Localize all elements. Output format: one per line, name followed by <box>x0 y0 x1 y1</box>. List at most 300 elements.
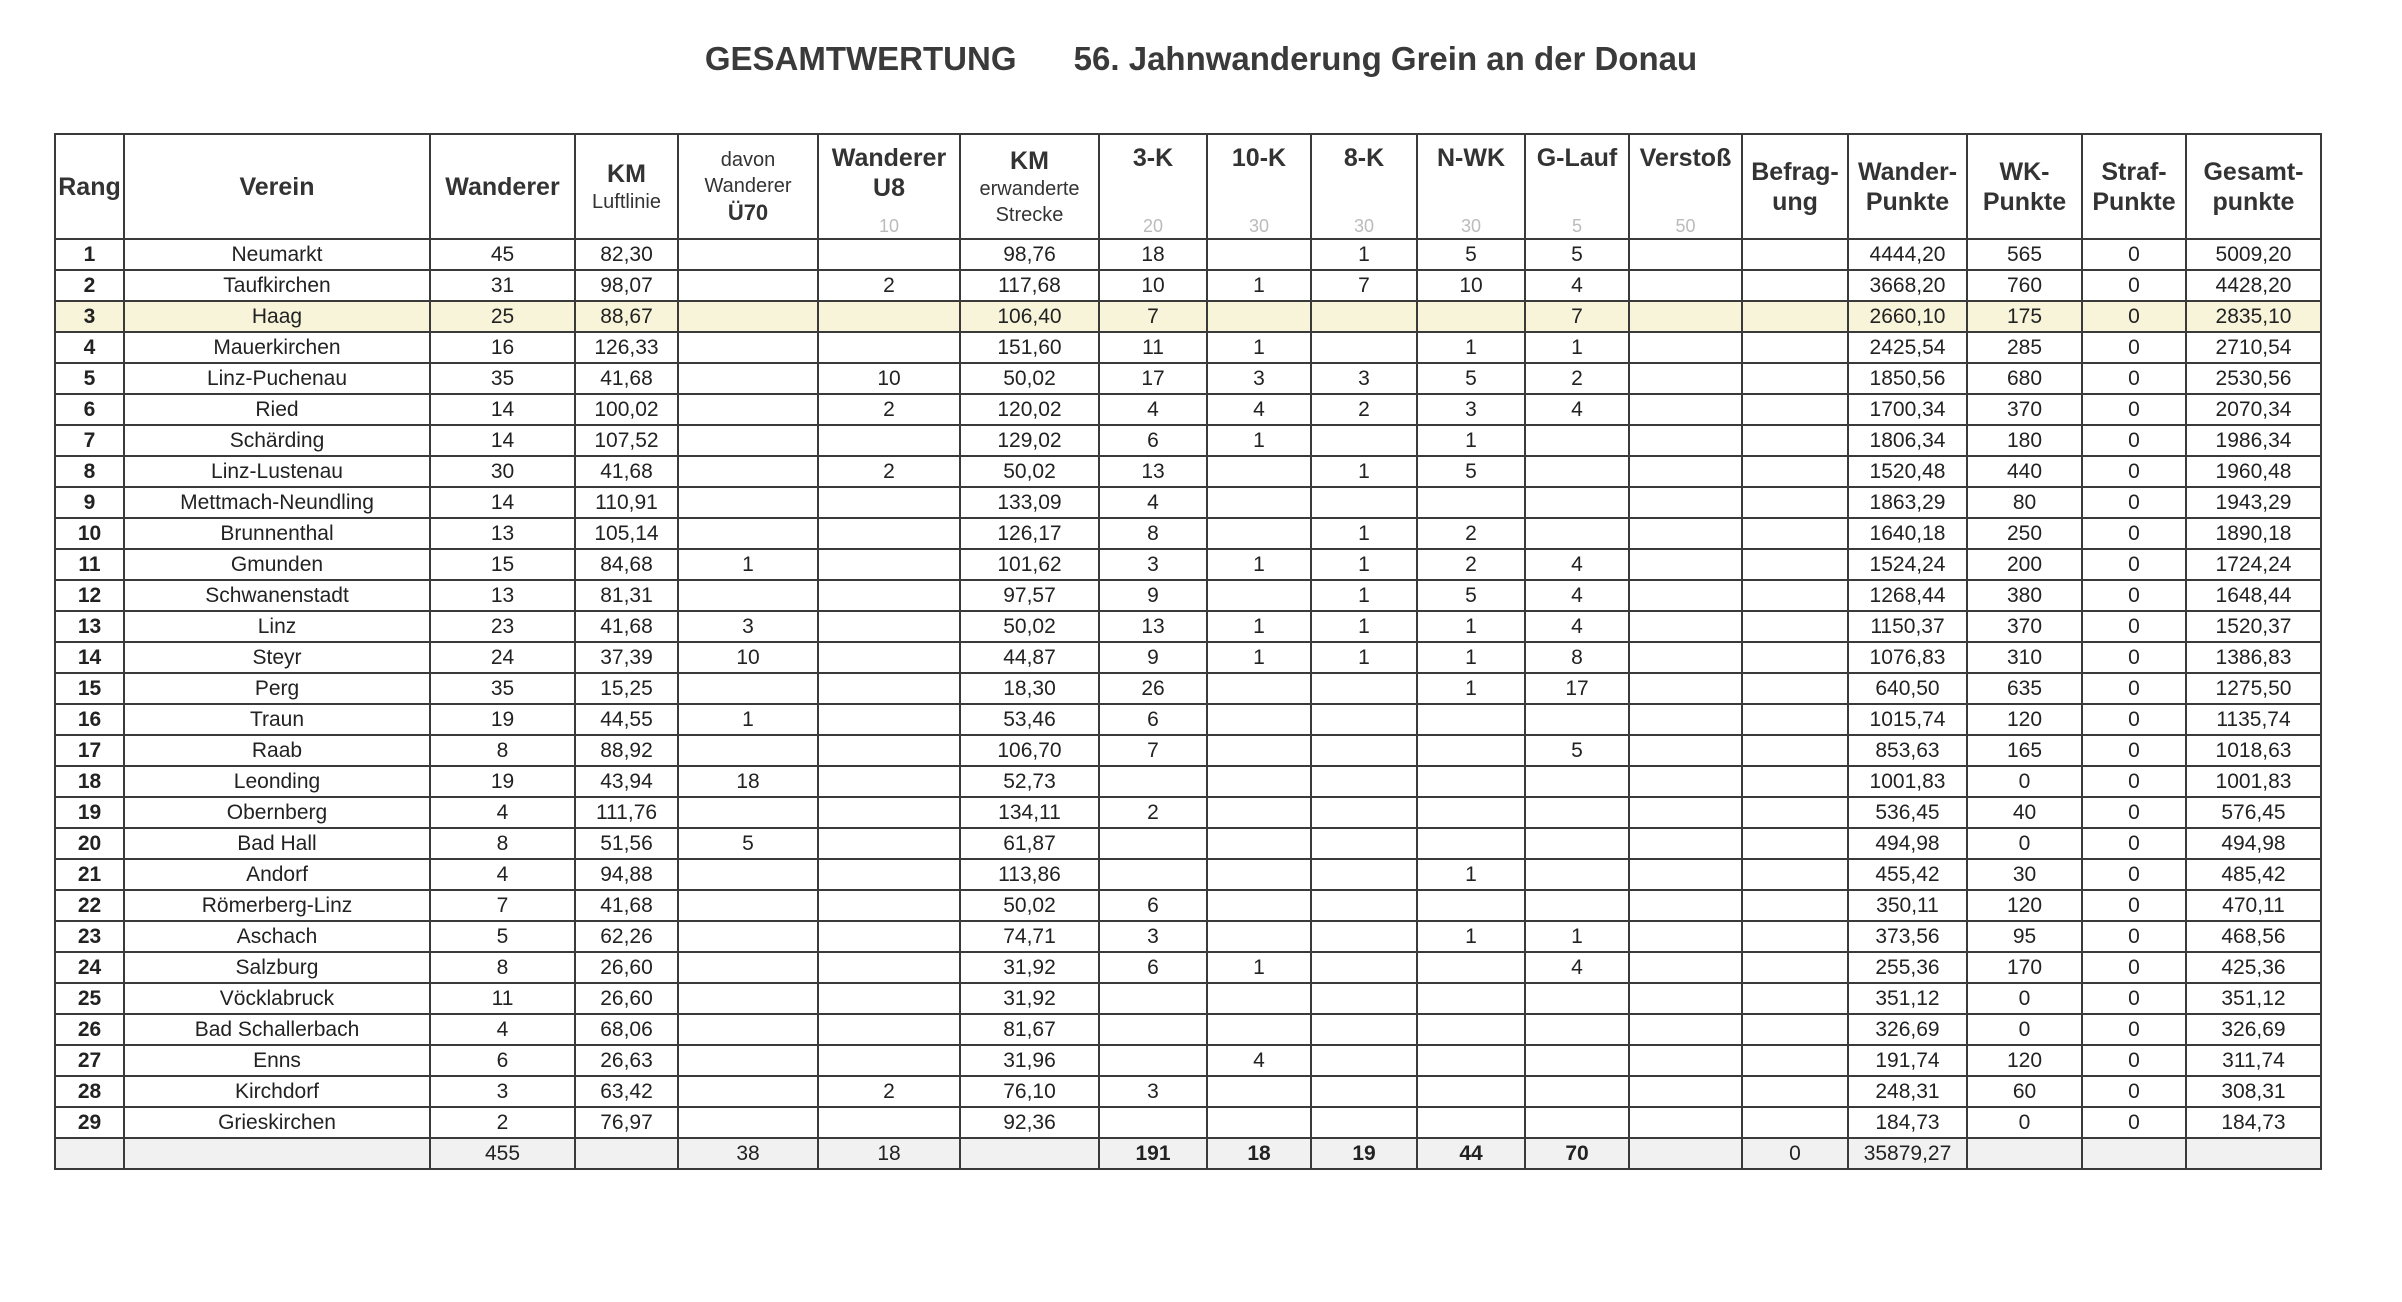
cell-km: 26,60 <box>575 983 678 1014</box>
cell-wp: 3668,20 <box>1848 270 1967 301</box>
cell-k8: 7 <box>1311 270 1417 301</box>
cell-verein: Römerberg-Linz <box>124 890 430 921</box>
cell-km: 88,67 <box>575 301 678 332</box>
cell-nwk: 5 <box>1417 239 1525 270</box>
cell-wanderer: 8 <box>430 828 575 859</box>
cell-k3: 13 <box>1099 611 1207 642</box>
cell-km: 100,02 <box>575 394 678 425</box>
cell-k3: 9 <box>1099 580 1207 611</box>
cell-ges: 1648,44 <box>2186 580 2321 611</box>
cell-wk: 0 <box>1967 828 2082 859</box>
cell-verein: Schärding <box>124 425 430 456</box>
header-ges-text: Gesamt- <box>2203 157 2304 186</box>
cell-km: 94,88 <box>575 859 678 890</box>
cell-k3: 4 <box>1099 394 1207 425</box>
cell-nwk <box>1417 797 1525 828</box>
header-ges <box>2186 134 2321 239</box>
header-k3 <box>1099 134 1207 239</box>
cell-wp: 2425,54 <box>1848 332 1967 363</box>
cell-u70 <box>678 1045 818 1076</box>
cell-befrag <box>1742 1107 1848 1138</box>
cell-straf: 0 <box>2082 797 2186 828</box>
cell-k10 <box>1207 239 1311 270</box>
cell-wk: 760 <box>1967 270 2082 301</box>
table-row <box>55 704 2321 735</box>
cell-verein: Salzburg <box>124 952 430 983</box>
cell-km: 84,68 <box>575 549 678 580</box>
cell-befrag <box>1742 859 1848 890</box>
cell-verstoss <box>1629 456 1742 487</box>
cell-nwk <box>1417 1014 1525 1045</box>
cell-kmw: 44,87 <box>960 642 1099 673</box>
cell-ges: 485,42 <box>2186 859 2321 890</box>
cell-wp: 326,69 <box>1848 1014 1967 1045</box>
cell-nwk: 1 <box>1417 673 1525 704</box>
cell-nwk <box>1417 735 1525 766</box>
cell-nwk <box>1417 952 1525 983</box>
cell-verstoss <box>1629 766 1742 797</box>
table-row <box>55 580 2321 611</box>
cell-verstoss <box>1629 332 1742 363</box>
cell-kmw: 50,02 <box>960 456 1099 487</box>
header-wp <box>1848 134 1967 239</box>
cell-verstoss <box>1629 704 1742 735</box>
cell-verein: Traun <box>124 704 430 735</box>
cell-wk: 170 <box>1967 952 2082 983</box>
cell-straf: 0 <box>2082 611 2186 642</box>
cell-km: 41,68 <box>575 363 678 394</box>
cell-kmw: 117,68 <box>960 270 1099 301</box>
cell-u70 <box>678 518 818 549</box>
cell-ges: 351,12 <box>2186 983 2321 1014</box>
cell-nwk <box>1417 1076 1525 1107</box>
cell-verein: Schwanenstadt <box>124 580 430 611</box>
cell-u8 <box>818 580 960 611</box>
cell-verein: Neumarkt <box>124 239 430 270</box>
cell-verstoss <box>1629 549 1742 580</box>
cell-ges: 2070,34 <box>2186 394 2321 425</box>
header-km-text: Luftlinie <box>592 190 661 213</box>
cell-u8 <box>818 1014 960 1045</box>
header-u70-text: Ü70 <box>727 199 769 225</box>
cell-k8 <box>1311 952 1417 983</box>
cell-u8 <box>818 549 960 580</box>
header-straf-text: Straf- <box>2101 157 2167 186</box>
cell-wp: 1520,48 <box>1848 456 1967 487</box>
cell-k3 <box>1099 766 1207 797</box>
cell-k3: 18 <box>1099 239 1207 270</box>
cell-k10 <box>1207 704 1311 735</box>
cell-rang: 19 <box>55 797 124 828</box>
cell-ges: 494,98 <box>2186 828 2321 859</box>
cell-km: 105,14 <box>575 518 678 549</box>
cell-straf: 0 <box>2082 270 2186 301</box>
total-wk <box>1967 1138 2082 1169</box>
table-row <box>55 673 2321 704</box>
cell-nwk <box>1417 1045 1525 1076</box>
cell-k10: 1 <box>1207 332 1311 363</box>
cell-u70 <box>678 797 818 828</box>
cell-k3: 10 <box>1099 270 1207 301</box>
cell-wp: 255,36 <box>1848 952 1967 983</box>
cell-rang: 10 <box>55 518 124 549</box>
cell-befrag <box>1742 549 1848 580</box>
cell-befrag <box>1742 301 1848 332</box>
cell-wanderer: 2 <box>430 1107 575 1138</box>
cell-straf: 0 <box>2082 766 2186 797</box>
cell-verein: Perg <box>124 673 430 704</box>
total-km <box>575 1138 678 1169</box>
cell-km: 88,92 <box>575 735 678 766</box>
cell-wk: 440 <box>1967 456 2082 487</box>
cell-wp: 350,11 <box>1848 890 1967 921</box>
cell-verstoss <box>1629 487 1742 518</box>
cell-u70 <box>678 983 818 1014</box>
table-row <box>55 1107 2321 1138</box>
cell-k8 <box>1311 1045 1417 1076</box>
table-row <box>55 301 2321 332</box>
cell-kmw: 31,92 <box>960 952 1099 983</box>
table-row <box>55 363 2321 394</box>
cell-k10: 1 <box>1207 425 1311 456</box>
cell-glauf <box>1525 1107 1629 1138</box>
cell-glauf: 5 <box>1525 735 1629 766</box>
total-u70: 38 <box>678 1138 818 1169</box>
cell-glauf: 1 <box>1525 921 1629 952</box>
cell-verstoss <box>1629 859 1742 890</box>
header-u70-text: davon <box>720 148 776 171</box>
cell-befrag <box>1742 456 1848 487</box>
cell-km: 63,42 <box>575 1076 678 1107</box>
cell-wp: 1524,24 <box>1848 549 1967 580</box>
cell-k8: 1 <box>1311 456 1417 487</box>
cell-k3: 7 <box>1099 735 1207 766</box>
cell-u70 <box>678 425 818 456</box>
table-row <box>55 952 2321 983</box>
cell-befrag <box>1742 425 1848 456</box>
cell-ges: 1018,63 <box>2186 735 2321 766</box>
cell-ges: 1520,37 <box>2186 611 2321 642</box>
cell-k10 <box>1207 921 1311 952</box>
cell-u8 <box>818 487 960 518</box>
cell-glauf: 5 <box>1525 239 1629 270</box>
cell-wanderer: 45 <box>430 239 575 270</box>
cell-wp: 1863,29 <box>1848 487 1967 518</box>
cell-ges: 468,56 <box>2186 921 2321 952</box>
cell-kmw: 98,76 <box>960 239 1099 270</box>
header-ges-text: punkte <box>2212 187 2295 216</box>
cell-straf: 0 <box>2082 890 2186 921</box>
cell-wk: 0 <box>1967 1014 2082 1045</box>
cell-kmw: 81,67 <box>960 1014 1099 1045</box>
cell-wanderer: 31 <box>430 270 575 301</box>
cell-k8 <box>1311 301 1417 332</box>
cell-u8: 2 <box>818 456 960 487</box>
cell-kmw: 18,30 <box>960 673 1099 704</box>
cell-rang: 26 <box>55 1014 124 1045</box>
total-k8: 19 <box>1311 1138 1417 1169</box>
cell-wk: 370 <box>1967 611 2082 642</box>
cell-nwk: 5 <box>1417 580 1525 611</box>
cell-straf: 0 <box>2082 828 2186 859</box>
cell-nwk <box>1417 487 1525 518</box>
cell-nwk: 1 <box>1417 859 1525 890</box>
cell-glauf: 4 <box>1525 549 1629 580</box>
cell-rang: 24 <box>55 952 124 983</box>
cell-verein: Mauerkirchen <box>124 332 430 363</box>
cell-km: 51,56 <box>575 828 678 859</box>
total-kmw <box>960 1138 1099 1169</box>
cell-verstoss <box>1629 921 1742 952</box>
cell-k3: 4 <box>1099 487 1207 518</box>
total-rang <box>55 1138 124 1169</box>
cell-ges: 1986,34 <box>2186 425 2321 456</box>
table-row <box>55 890 2321 921</box>
cell-verein: Gmunden <box>124 549 430 580</box>
cell-glauf: 4 <box>1525 394 1629 425</box>
cell-k10: 4 <box>1207 394 1311 425</box>
cell-k10: 1 <box>1207 611 1311 642</box>
table-row <box>55 828 2321 859</box>
cell-km: 76,97 <box>575 1107 678 1138</box>
cell-wp: 1700,34 <box>1848 394 1967 425</box>
cell-rang: 6 <box>55 394 124 425</box>
cell-befrag <box>1742 270 1848 301</box>
cell-befrag <box>1742 1076 1848 1107</box>
cell-wk: 30 <box>1967 859 2082 890</box>
cell-k8 <box>1311 704 1417 735</box>
header-k10-text: 10-K <box>1231 144 1287 172</box>
cell-glauf: 4 <box>1525 952 1629 983</box>
cell-u70 <box>678 487 818 518</box>
cell-straf: 0 <box>2082 704 2186 735</box>
cell-k10 <box>1207 1076 1311 1107</box>
cell-km: 44,55 <box>575 704 678 735</box>
cell-wk: 40 <box>1967 797 2082 828</box>
cell-wanderer: 13 <box>430 580 575 611</box>
cell-wp: 1150,37 <box>1848 611 1967 642</box>
cell-k10: 1 <box>1207 952 1311 983</box>
cell-k3: 17 <box>1099 363 1207 394</box>
cell-u8 <box>818 890 960 921</box>
cell-wk: 310 <box>1967 642 2082 673</box>
table-row <box>55 549 2321 580</box>
cell-u8 <box>818 1045 960 1076</box>
cell-km: 41,68 <box>575 890 678 921</box>
cell-wp: 4444,20 <box>1848 239 1967 270</box>
header-glauf <box>1525 134 1629 239</box>
cell-straf: 0 <box>2082 952 2186 983</box>
cell-wanderer: 8 <box>430 952 575 983</box>
header-wanderer-text: Wanderer <box>445 172 560 201</box>
cell-ges: 425,36 <box>2186 952 2321 983</box>
cell-u70 <box>678 735 818 766</box>
cell-befrag <box>1742 518 1848 549</box>
cell-rang: 18 <box>55 766 124 797</box>
cell-wk: 95 <box>1967 921 2082 952</box>
cell-k3 <box>1099 1107 1207 1138</box>
cell-u70 <box>678 239 818 270</box>
cell-km: 126,33 <box>575 332 678 363</box>
cell-wp: 455,42 <box>1848 859 1967 890</box>
cell-verein: Raab <box>124 735 430 766</box>
total-straf <box>2082 1138 2186 1169</box>
cell-u70 <box>678 332 818 363</box>
cell-glauf: 4 <box>1525 611 1629 642</box>
cell-verstoss <box>1629 890 1742 921</box>
cell-km: 26,63 <box>575 1045 678 1076</box>
cell-wp: 640,50 <box>1848 673 1967 704</box>
cell-u8 <box>818 983 960 1014</box>
cell-u8 <box>818 239 960 270</box>
cell-u70: 1 <box>678 549 818 580</box>
cell-rang: 3 <box>55 301 124 332</box>
cell-k3: 11 <box>1099 332 1207 363</box>
cell-glauf <box>1525 983 1629 1014</box>
table-row <box>55 487 2321 518</box>
cell-u70 <box>678 301 818 332</box>
cell-u8 <box>818 797 960 828</box>
cell-straf: 0 <box>2082 983 2186 1014</box>
table-row <box>55 456 2321 487</box>
cell-k10 <box>1207 797 1311 828</box>
cell-wanderer: 30 <box>430 456 575 487</box>
header-kmw-text: erwanderte <box>979 177 1080 200</box>
cell-befrag <box>1742 704 1848 735</box>
cell-verein: Leonding <box>124 766 430 797</box>
total-wanderer: 455 <box>430 1138 575 1169</box>
cell-kmw: 50,02 <box>960 363 1099 394</box>
cell-u8 <box>818 859 960 890</box>
cell-kmw: 151,60 <box>960 332 1099 363</box>
header-verein <box>124 134 430 239</box>
cell-ges: 1135,74 <box>2186 704 2321 735</box>
cell-wanderer: 35 <box>430 673 575 704</box>
cell-k3: 3 <box>1099 549 1207 580</box>
cell-befrag <box>1742 797 1848 828</box>
cell-u70: 5 <box>678 828 818 859</box>
cell-k3: 9 <box>1099 642 1207 673</box>
cell-wk: 165 <box>1967 735 2082 766</box>
cell-k3 <box>1099 1045 1207 1076</box>
cell-straf: 0 <box>2082 735 2186 766</box>
cell-rang: 16 <box>55 704 124 735</box>
cell-u8 <box>818 301 960 332</box>
cell-glauf <box>1525 1076 1629 1107</box>
cell-wp: 1015,74 <box>1848 704 1967 735</box>
cell-befrag <box>1742 735 1848 766</box>
table-row <box>55 1076 2321 1107</box>
header-u8-text: Wanderer <box>831 144 947 172</box>
cell-rang: 21 <box>55 859 124 890</box>
cell-verstoss <box>1629 735 1742 766</box>
cell-k8 <box>1311 890 1417 921</box>
cell-kmw: 76,10 <box>960 1076 1099 1107</box>
document-title <box>0 40 2402 94</box>
header-k8-text: 8-K <box>1343 144 1385 172</box>
cell-k10: 3 <box>1207 363 1311 394</box>
cell-u70 <box>678 673 818 704</box>
cell-straf: 0 <box>2082 1076 2186 1107</box>
table-row <box>55 394 2321 425</box>
cell-straf: 0 <box>2082 673 2186 704</box>
cell-kmw: 113,86 <box>960 859 1099 890</box>
cell-wanderer: 19 <box>430 766 575 797</box>
total-k3: 191 <box>1099 1138 1207 1169</box>
cell-k10 <box>1207 1107 1311 1138</box>
total-u8: 18 <box>818 1138 960 1169</box>
cell-wanderer: 6 <box>430 1045 575 1076</box>
cell-ges: 1943,29 <box>2186 487 2321 518</box>
cell-wk: 120 <box>1967 1045 2082 1076</box>
cell-ges: 2530,56 <box>2186 363 2321 394</box>
table-header <box>55 134 2321 239</box>
cell-u70: 3 <box>678 611 818 642</box>
header-k3-weight: 20 <box>1142 216 1164 236</box>
cell-km: 110,91 <box>575 487 678 518</box>
cell-verstoss <box>1629 394 1742 425</box>
cell-u8 <box>818 642 960 673</box>
cell-nwk: 2 <box>1417 518 1525 549</box>
cell-verstoss <box>1629 673 1742 704</box>
cell-rang: 14 <box>55 642 124 673</box>
cell-k8 <box>1311 983 1417 1014</box>
table-row <box>55 859 2321 890</box>
cell-verstoss <box>1629 642 1742 673</box>
cell-kmw: 52,73 <box>960 766 1099 797</box>
table-row <box>55 797 2321 828</box>
header-k8-weight: 30 <box>1353 216 1375 236</box>
cell-wk: 180 <box>1967 425 2082 456</box>
cell-u8: 2 <box>818 270 960 301</box>
cell-straf: 0 <box>2082 1045 2186 1076</box>
cell-glauf <box>1525 704 1629 735</box>
title-main: GESAMTWERTUNG <box>704 40 1017 77</box>
total-k10: 18 <box>1207 1138 1311 1169</box>
cell-befrag <box>1742 983 1848 1014</box>
cell-km: 15,25 <box>575 673 678 704</box>
table-row <box>55 425 2321 456</box>
cell-nwk: 1 <box>1417 611 1525 642</box>
cell-glauf: 7 <box>1525 301 1629 332</box>
cell-wanderer: 5 <box>430 921 575 952</box>
cell-u8 <box>818 1107 960 1138</box>
cell-wanderer: 14 <box>430 394 575 425</box>
cell-glauf <box>1525 456 1629 487</box>
table-row <box>55 518 2321 549</box>
total-verstoss <box>1629 1138 1742 1169</box>
header-k10 <box>1207 134 1311 239</box>
cell-wk: 0 <box>1967 983 2082 1014</box>
cell-u8 <box>818 704 960 735</box>
cell-k8: 1 <box>1311 642 1417 673</box>
cell-verstoss <box>1629 983 1742 1014</box>
cell-ges: 5009,20 <box>2186 239 2321 270</box>
cell-ges: 1386,83 <box>2186 642 2321 673</box>
cell-verein: Linz-Lustenau <box>124 456 430 487</box>
cell-u70: 10 <box>678 642 818 673</box>
header-rang <box>55 134 124 239</box>
cell-befrag <box>1742 611 1848 642</box>
cell-wk: 370 <box>1967 394 2082 425</box>
cell-rang: 29 <box>55 1107 124 1138</box>
cell-verstoss <box>1629 518 1742 549</box>
cell-glauf <box>1525 1045 1629 1076</box>
header-wanderer <box>430 134 575 239</box>
cell-verein: Taufkirchen <box>124 270 430 301</box>
cell-kmw: 31,96 <box>960 1045 1099 1076</box>
header-wk-text: WK- <box>1999 157 2050 186</box>
